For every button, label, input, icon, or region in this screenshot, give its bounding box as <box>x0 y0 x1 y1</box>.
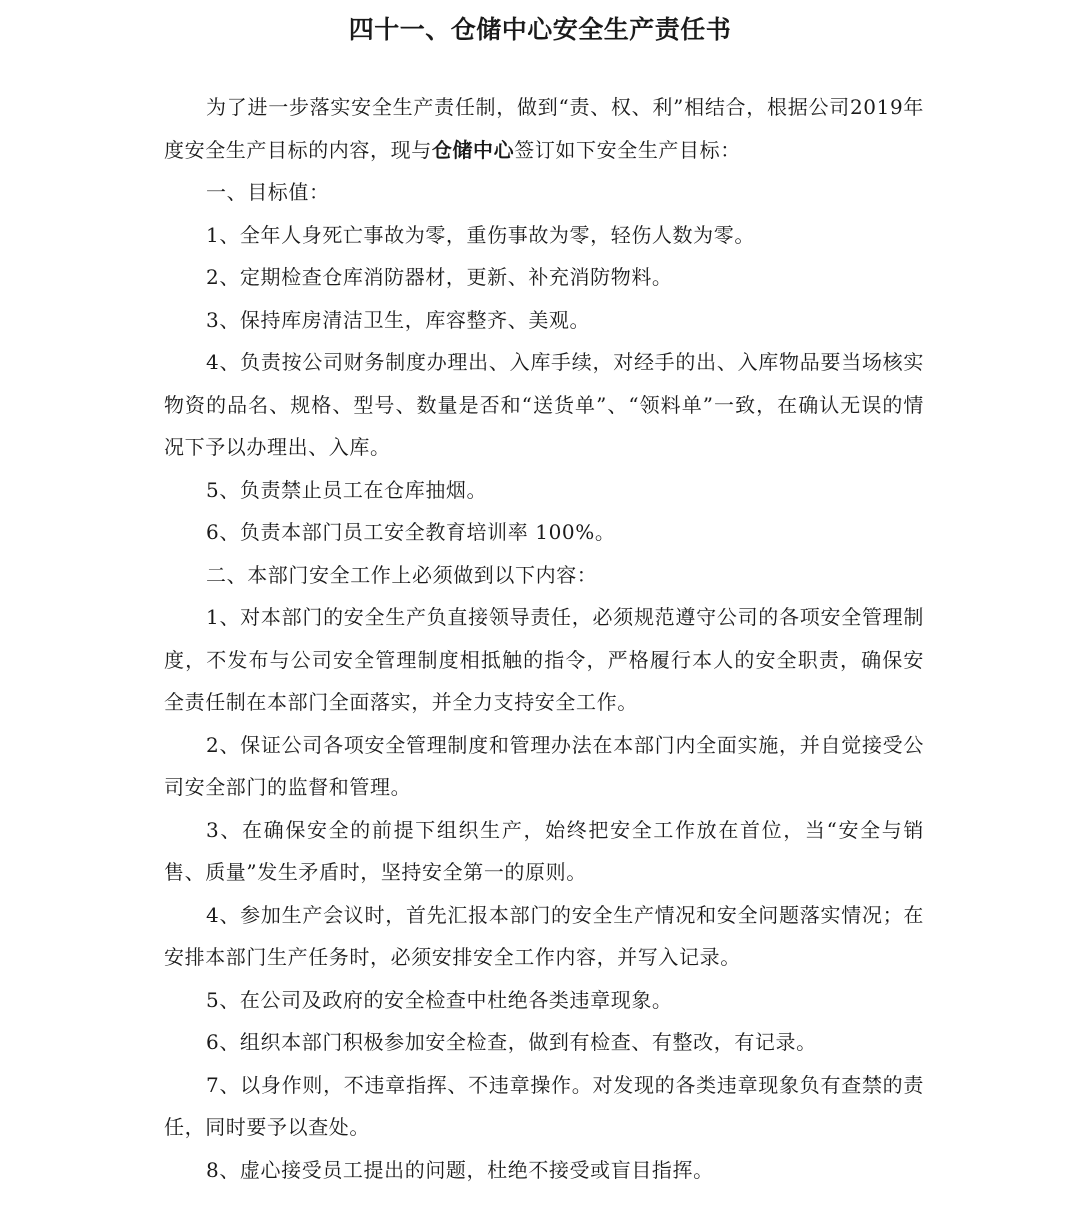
section2-item: 5、在公司及政府的安全检查中杜绝各类违章现象。 <box>206 987 673 1012</box>
section2-item: 1、对本部门的安全生产负直接领导责任，必须规范遵守公司的各项安全管理制度，不发布与公司安全管理制度相抵触的指令，严格履行本人的安全职责，确保安全责任制在本部门全面落实，并全力支持安全工作。 <box>164 605 924 714</box>
section2-item: 7、以身作则，不违章指挥、不违章操作。对发现的各类违章现象负有查禁的责任，同时要予以查处。 <box>164 1072 924 1139</box>
intro-paragraph <box>164 86 924 171</box>
intro-bold-department: 仓储中心 <box>431 137 515 162</box>
section1-item: 5、负责禁止员工在仓库抽烟。 <box>206 477 488 502</box>
document-title: 四十一、仓储中心安全生产责任书 <box>348 15 732 44</box>
section1-item: 1、全年人身死亡事故为零，重伤事故为零，轻伤人数为零。 <box>206 222 755 247</box>
intro-text-start: 为了进一步落实安全生产责任制，做到“责、权、利”相结合，根据公司2019年度安全生产目标的内容，现与 <box>164 95 924 162</box>
section1-item: 6、负责本部门员工安全教育培训率 100%。 <box>206 520 616 544</box>
section2-item: 2、保证公司各项安全管理制度和管理办法在本部门内全面实施，并自觉接受公司安全部门的监督和管理。 <box>164 732 924 799</box>
section1-item: 3、保持库房清洁卫生，库容整齐、美观。 <box>206 307 591 332</box>
section1-item: 4、负责按公司财务制度办理出、入库手续，对经手的出、入库物品要当场核实物资的品名、规格、型号、数量是否和“送货单”、“领料单”一致，在确认无误的情况下予以办理出、入库。 <box>164 350 924 459</box>
intro-text-end: 签订如下安全生产目标： <box>514 137 741 162</box>
section2-item: 3、在确保安全的前提下组织生产，始终把安全工作放在首位，当“安全与销售、质量”发生矛盾时，坚持安全第一的原则。 <box>164 817 924 884</box>
section1-item: 2、定期检查仓库消防器材，更新、补充消防物料。 <box>206 265 673 289</box>
section2-item: 4、参加生产会议时，首先汇报本部门的安全生产情况和安全问题落实情况；在安排本部门生产任务时，必须安排安全工作内容，并写入记录。 <box>164 902 924 969</box>
section2-item: 8、虚心接受员工提出的问题，杜绝不接受或盲目指挥。 <box>206 1157 714 1182</box>
section2-item: 6、组织本部门积极参加安全检查，做到有检查、有整改，有记录。 <box>206 1030 817 1054</box>
section1-heading: 一、目标值： <box>206 180 330 204</box>
section2-heading: 二、本部门安全工作上必须做到以下内容： <box>206 562 598 587</box>
document-body <box>164 86 924 1191</box>
